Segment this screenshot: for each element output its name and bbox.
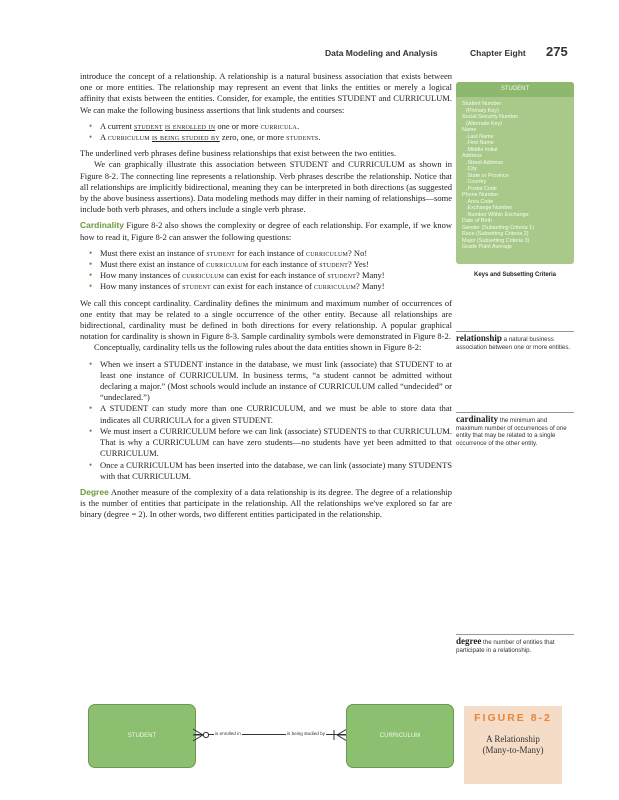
attribute-item: .Postal Code [466,185,497,192]
margin-term: degree [456,636,482,646]
paragraph-degree: Degree Another measure of the complexity of a data relationship is its degree. The degree of a relationship is the number of entities that participate in the relationship. All the relationships we've explored so far are binary (degree = 2). In other words, two different entities participated in the relationship. [80,486,453,520]
margin-def: a natural business association between one or more entities. [456,336,571,351]
attribute-item: Name [462,127,477,133]
body-text [80,71,452,521]
crowsfoot-right-icon [331,728,347,742]
attribute-item: .Last Name [466,133,494,140]
attribute-item: .Number Within Exchange [466,211,529,218]
attribute-item: .First Name [466,140,494,146]
relationship-label-left: is enrolled in [215,731,241,736]
cardinality-rules-list [80,359,452,482]
figure-number: FIGURE 8-2 [474,712,552,724]
margin-note-degree [456,634,574,654]
attribute-item: Race (Subsetting Criteria 2) [462,231,529,237]
relationship-label-right: is being studied by [287,731,326,736]
attribute-item: .Country [466,179,487,185]
list-item: • We must insert a CURRICULUM before we can link (associate) STUDENTS to that CURRICULUM. That is why a CURRICULUM can have zero students—no students have yet been admitted to that CURRICULUM. [100,426,452,460]
panel-caption: Keys and Subsetting Criteria [473,272,557,278]
list-item: • A current student is enrolled in one or more curricula. [100,121,452,132]
paragraph-graphic: We can graphically illustrate this association between STUDENT and CURRICULUM as shown in Figure 8-2. The connecting line represents a relationship. Verb phrases describe the relationship. Notice that all relationships are implicitly bidirectional, meaning they can be interpreted in both directions (as suggested by the above business assertions). Data modeling methods may differ in their naming of relationships—some include both verb phrases, and others include a single verb phrase. [80,159,452,215]
attribute-item: (Primary Key) [466,107,499,114]
attribute-item: .Street Address [466,159,503,166]
attribute-item: .City [466,166,477,172]
paragraph-cardinality-def: We call this concept cardinality. Cardinality defines the minimum and maximum number of occurrences of one entity that may be related to a single occurrence of the other entity. Because all relationships are bidirectional, cardinality must be defined in both directions for every relationship. A popular graphical notation for cardinality is shown in Figure 8-3. Sample cardinality symbols were demonstrated in Figure 8-2. [80,297,452,342]
attribute-item: .State or Province [466,172,509,179]
attribute-item: Address [462,153,482,159]
entity-student-box: STUDENT [88,704,196,768]
attribute-item: .Middle Initial [466,146,498,153]
attribute-item: .Exchange Number [466,205,513,211]
business-assertions-list [80,121,452,143]
attribute-item: .Area Code [466,198,494,205]
attribute-item: Grade Point Average [462,244,512,250]
attribute-item: Social Security Number [462,114,519,120]
margin-note-cardinality [456,412,574,447]
figure-8-2 [88,704,568,784]
header-title: Data Modeling and Analysis [325,48,438,58]
entity-curriculum-box: CURRICULUM [346,704,454,768]
degree-heading: Degree [80,486,109,497]
figure-caption: A Relationship (Many-to-Many) [482,734,544,755]
attribute-item: Date of Birth [462,218,492,224]
student-entity-panel [456,82,574,264]
figure-caption-box [464,706,562,784]
margin-term: cardinality [456,414,498,424]
list-item: • Must there exist an instance of curriculum for each instance of student? Yes! [100,259,452,270]
attribute-item: (Alternate Key) [466,120,502,127]
list-item: • A STUDENT can study more than one CURRICULUM, and we must be able to store data that indicates all CURRICULA for a given STUDENT. [100,403,452,425]
cardinality-questions-list [80,248,452,293]
margin-def: the number of entities that participate in a relationship. [456,639,555,654]
attribute-item: Gender (Subsetting Criteria 1) [462,224,534,231]
crowsfoot-left-icon [193,728,209,742]
paragraph-intro: introduce the concept of a relationship. A relationship is a natural business association that exists between one or more entities. The relationship may represent an event that links the entities or merely a logical affinity that exists between the entities. Consider, for example, the entities STUDENT and CURRICULUM. We can make the following business assertions that link students and courses: [80,71,452,115]
paragraph-underlined: The underlined verb phrases define business relationships that exist between the two entities. [80,148,397,159]
paragraph-rules-intro: Conceptually, cardinality tells us the following rules about the data entities shown in Figure 8-2: [94,342,422,353]
margin-note-relationship [456,331,574,351]
list-item: • How many instances of curriculum can exist for each instance of student? Many! [100,270,452,281]
header-chapter: Chapter Eight [470,48,526,58]
attribute-list [462,101,572,251]
running-header [0,46,619,62]
margin-term: relationship [456,333,502,343]
list-item: • Once a CURRICULUM has been inserted into the database, we can link (associate) many STUDENTS with that CURRICULUM. [100,460,452,482]
cardinality-heading: Cardinality [80,220,124,231]
list-item: • How many instances of student can exist for each instance of curriculum? Many! [100,281,452,292]
attribute-item: Phone Number [462,192,499,198]
list-item: • A curriculum is being studied by zero, one, or more students. [100,132,452,143]
attribute-item: Major (Subsetting Criteria 3) [462,237,530,244]
panel-title: STUDENT [456,82,574,97]
attribute-item: Student Number [462,101,502,107]
page-number: 275 [546,44,568,59]
list-item: • When we insert a STUDENT instance in the database, we must link (associate) that STUDENT to at least one instance of CURRICULUM. In business terms, “a student cannot be admitted without declaring a major.” (Most schools would include an instance of CURRICULUM called “undecided” or “undeclared.”) [100,359,452,404]
paragraph-cardinality-intro: Cardinality Figure 8-2 also shows the complexity or degree of each relationship. For example, if we know how to read it, Figure 8-2 can answer the following questions: [80,220,452,242]
margin-def: the minimum and maximum number of occurrences of one entity that may be related to a single occurrence of the other entity. [456,417,567,447]
list-item: • Must there exist an instance of student for each instance of curriculum? No! [100,248,452,259]
